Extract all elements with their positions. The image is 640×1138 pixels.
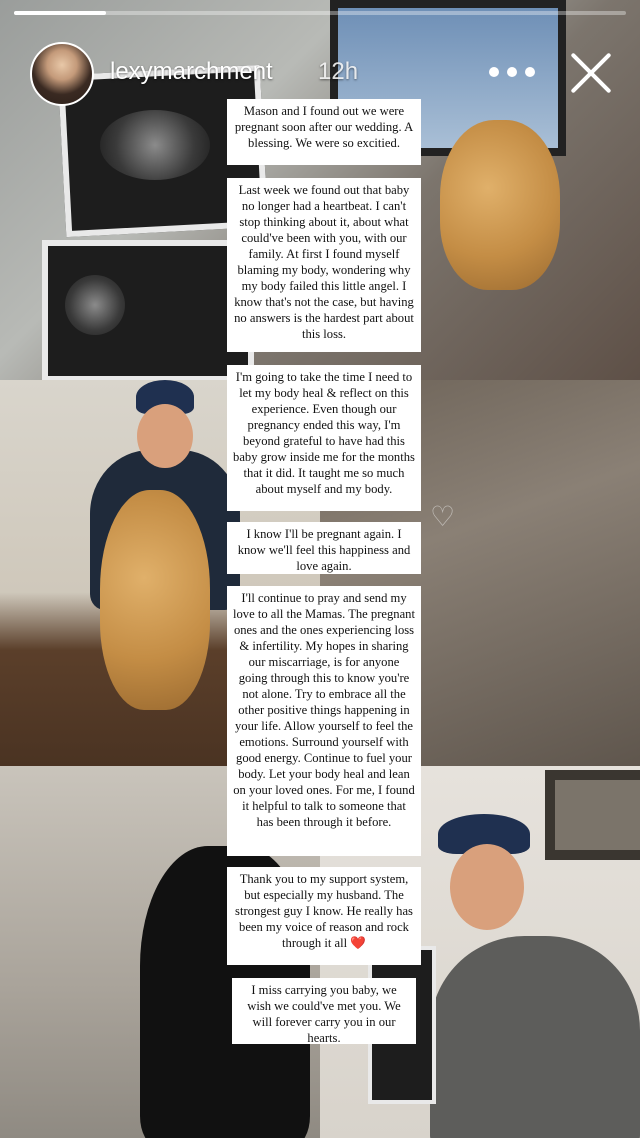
wall-frame [545, 770, 640, 860]
caption-box: Thank you to my support system, but especially my husband. The strongest guy I know. He really has been my voice of reason and rock through it all ❤️ [227, 867, 421, 965]
more-horizontal-icon[interactable] [489, 58, 535, 86]
caption-box: I miss carrying you baby, we wish we could've met you. We will forever carry you in our hearts. [232, 978, 416, 1044]
caption-box: I'm going to take the time I need to let my body heal & reflect on this experience. Even though our pregnancy ended this way, I'm beyond grateful to have had this baby grow inside me for the months that it did. It taught me so much about myself and my body. [227, 365, 421, 511]
caption-box: I know I'll be pregnant again. I know we'll feel this happiness and love again. [227, 522, 421, 574]
story-progress-fill [14, 11, 106, 15]
caption-box: Mason and I found out we were pregnant soon after our wedding. A blessing. We were so excitied. [227, 99, 421, 165]
post-time: 12h [318, 58, 359, 85]
username[interactable]: lexymarchment [110, 58, 273, 85]
caption-box: Last week we found out that baby no longer had a heartbeat. I can't stop thinking about it, about what could've been with you, with our family. At first I found myself blaming my body, wondering why my body failed this little angel. I know that's not the case, but having no answers is the hardest part about this loss. [227, 178, 421, 352]
dog-image [100, 490, 210, 710]
photo-mirror-message: ♡ [320, 380, 640, 766]
avatar[interactable] [30, 42, 94, 106]
dog-image [440, 120, 560, 290]
caption-box: I'll continue to pray and send my love to all the Mamas. The pregnant ones and the ones experiencing loss & infertility. My hopes in sharing our miscarriage, is for anyone going through this to know you're not alone. Try to embrace all the other positive things happening in your life. Allow yourself to feel the emotions. Surround yourself with good energy. Continue to fuel your body. Let your body heal and lean on your loved ones. For me, I found it helpful to talk to someone that has been through it before. [227, 586, 421, 856]
story-progress-bar [14, 11, 626, 15]
close-icon[interactable] [568, 50, 614, 96]
